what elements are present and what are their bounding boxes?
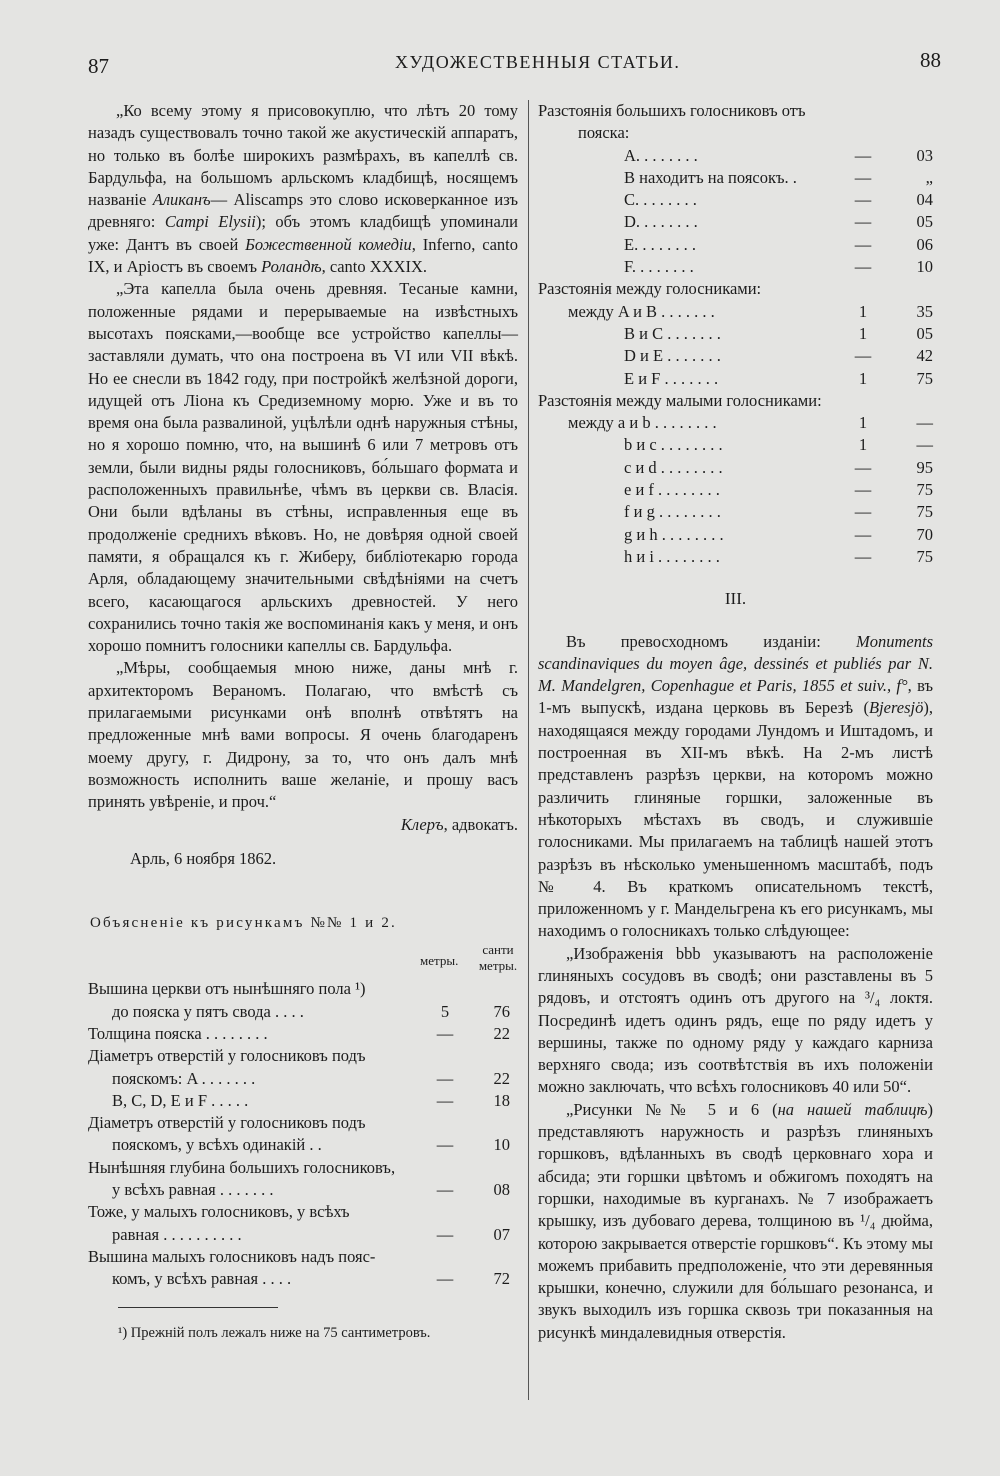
item-label: B и C . . . . . . . (624, 323, 721, 343)
row-label: Діаметръ отверстій у голосниковъ подъ (88, 1113, 366, 1133)
row-value-1 (426, 978, 464, 1000)
item-value-1: — (854, 502, 872, 522)
distances-between-list (538, 301, 933, 390)
item-value-2: 10 (916, 257, 933, 277)
table-title: Объясненіе къ рисункамъ №№ 1 и 2. (90, 915, 397, 932)
row-value-1: — (436, 1135, 454, 1155)
measurements-table (88, 978, 518, 1290)
list-item (538, 501, 933, 523)
row-value-1 (426, 1246, 464, 1268)
row-label: Нынѣшняя глубина большихъ голосниковъ, (88, 1157, 396, 1177)
right-column (538, 100, 933, 1344)
row-value-2 (464, 1246, 518, 1268)
table-row (88, 1068, 518, 1090)
item-value-2: 75 (916, 368, 933, 388)
row-label: Вышина малыхъ голосниковъ надъ пояс- (88, 1246, 376, 1266)
section-number: III. (724, 589, 747, 609)
item-value-2: 75 (916, 480, 933, 500)
right-page-number: 88 (920, 48, 941, 72)
item-value-1: — (854, 546, 872, 566)
row-label: у всѣхъ равная . . . . . . . (112, 1180, 274, 1200)
row-value-1: — (436, 1269, 454, 1289)
item-label: B находитъ на поясокъ. . (624, 167, 797, 187)
item-value-1: — (854, 167, 872, 187)
item-label: A. . . . . . . . (624, 145, 698, 165)
row-value-1: — (436, 1090, 454, 1110)
list-item (538, 167, 933, 189)
row-value-2: 08 (493, 1180, 510, 1200)
row-value-1 (426, 1201, 464, 1223)
row-value-2: 72 (493, 1269, 510, 1289)
list-item (538, 546, 933, 568)
list-item (538, 457, 933, 479)
list-item (538, 524, 933, 546)
table-units (88, 942, 518, 978)
item-value-2: 70 (916, 524, 933, 544)
row-value-2 (464, 1157, 518, 1179)
item-label: b и c . . . . . . . . (624, 435, 723, 455)
place-date: Арль, 6 ноября 1862. (130, 848, 277, 868)
list-item (538, 234, 933, 256)
item-value-1: — (854, 346, 872, 366)
item-value-2: 06 (916, 234, 933, 254)
row-label: Толщина пояска . . . . . . . . (88, 1023, 268, 1043)
item-value-2: 42 (916, 346, 933, 366)
item-value-2: „ (925, 167, 933, 187)
row-value-1: — (436, 1180, 454, 1200)
item-label: C. . . . . . . . (624, 190, 697, 210)
row-value-2: 10 (493, 1135, 510, 1155)
item-value-1: — (854, 524, 872, 544)
item-value-2: 03 (916, 145, 933, 165)
left-column (88, 100, 518, 1344)
column-divider (528, 100, 529, 1400)
section-paragraph-1: Въ превосходномъ изданіи: Monuments scandinaviques du moyen âge, dessinés et publiés par N. M. Mandelgren, Copenhague et Paris, 1855 et suiv., f°, въ 1-мъ выпускѣ, издана церковь въ Березѣ (Bjeresjö), находящаяся между городами Лундомъ и Иштадомъ, и построенная въ XII-мъ вѣкѣ. На 2-мъ листѣ представленъ разрѣзъ церкви, на которомъ можно различить глиняные горшки, заложенные въ нѣкоторыхъ мѣстахъ въ сводъ, и служившіе голосниками. Мы прилагаемъ на таблицѣ нашей этотъ разрѣзъ въ нѣсколько уменьшенномъ масштабѣ, подъ № 4. Въ краткомъ описательномъ текстѣ, приложенномъ у г. Мандельгрена къ его рисункамъ, мы находимъ о голосникахъ только слѣдующее: (538, 631, 933, 941)
item-label: c и d . . . . . . . . (624, 457, 723, 477)
item-value-2: 75 (916, 502, 933, 522)
item-label: e и f . . . . . . . . (624, 480, 720, 500)
row-value-2 (464, 1045, 518, 1067)
item-value-2: 35 (916, 301, 933, 321)
item-label: между a и b . . . . . . . . (568, 413, 717, 433)
row-label: комъ, у всѣхъ равная . . . . (112, 1269, 292, 1289)
letter-paragraph-1: „Ко всему этому я присовокуплю, что лѣтъ 20 тому назадъ существовалъ точно такой же акустическій аппаратъ, но только въ болѣе широкихъ размѣрахъ, въ капеллѣ св. Бардульфа, на большомъ арльскомъ кладбищѣ, носящемъ названіе Аликанъ— Aliscamps это слово исковерканное изъ древняго: Campi Elysii); объ этомъ кладбищѣ упоминали уже: Дантъ въ своей Божественной комедіи, Inferno, canto IX, и Аріостъ въ своемъ Роландѣ, canto XXXIX. (88, 101, 518, 277)
item-value-1: — (854, 212, 872, 232)
table-row (88, 1134, 518, 1156)
footnote: ¹) Прежній полъ лежалъ ниже на 75 сантиметровъ. (118, 1324, 431, 1341)
item-label: между A и B . . . . . . . (568, 301, 715, 321)
distances-large-list (538, 145, 933, 279)
item-value-1: 1 (858, 368, 868, 388)
item-value-1: — (854, 457, 872, 477)
table-row (88, 1090, 518, 1112)
row-value-2 (464, 1112, 518, 1134)
item-value-2: 95 (916, 457, 933, 477)
list-item (538, 412, 933, 434)
item-value-2: 04 (916, 190, 933, 210)
distances-small-list (538, 412, 933, 568)
row-value-2: 76 (493, 1001, 510, 1021)
distances-between-heading: Разстоянія между голосниками: (538, 279, 762, 299)
row-value-1: — (436, 1068, 454, 1088)
item-value-1: — (854, 234, 872, 254)
item-value-1: — (854, 257, 872, 277)
item-value-2: 05 (916, 323, 933, 343)
row-value-2 (464, 1201, 518, 1223)
distances-small-heading: Разстоянія между малыми голосниками: (538, 390, 822, 410)
row-label: Тоже, у малыхъ голосниковъ, у всѣхъ (88, 1202, 350, 1222)
item-label: D и E . . . . . . . (624, 346, 721, 366)
row-value-1: — (436, 1224, 454, 1244)
item-value-1: 1 (858, 323, 868, 343)
row-value-1 (426, 1157, 464, 1179)
table-row (88, 1112, 518, 1134)
list-item (538, 434, 933, 456)
row-label: Вышина церкви отъ нынѣшняго пола ¹) (88, 979, 366, 999)
item-value-2: — (916, 413, 933, 433)
row-label: до пояска у пятъ свода . . . . (112, 1001, 304, 1021)
table-row (88, 1246, 518, 1268)
item-value-1: — (854, 480, 872, 500)
row-value-2: 22 (493, 1023, 510, 1043)
table-row (88, 1179, 518, 1201)
running-title: ХУДОЖЕСТВЕННЫЯ СТАТЬИ. (395, 52, 681, 72)
item-value-1: — (854, 190, 872, 210)
table-row (88, 1001, 518, 1023)
item-value-1: 1 (858, 413, 868, 433)
section-paragraph-3: „Рисунки №№ 5 и 6 (на нашей таблицѣ) представляютъ наружность и разрѣзъ глиняныхъ горшковъ, вдѣланныхъ въ сводѣ церковнаго хора и абсида; эти горшки цвѣтомъ и обжигомъ походятъ на горшки, находимые въ курганахъ. № 7 изображаетъ крышку, изъ дубоваго дерева, толщиною въ ¹/₄ дюйма, которою закрывается отверстіе горшковъ“. Къ этому мы можемъ прибавить предположеніе, что эти деревянныя крышки, конечно, служили для бо́льшаго резонанса, и звукъ выходилъ изъ горшка сквозь три показанныя на рисункѣ миндалевидныя отверстія. (538, 1099, 933, 1342)
list-item (538, 368, 933, 390)
item-value-1: 1 (858, 435, 868, 455)
item-label: F. . . . . . . . (624, 257, 694, 277)
list-item (538, 479, 933, 501)
list-item (538, 323, 933, 345)
row-value-2: 18 (493, 1090, 510, 1110)
item-value-2: 75 (916, 546, 933, 566)
table-row (88, 1045, 518, 1067)
row-value-2: 07 (493, 1224, 510, 1244)
table-row (88, 1023, 518, 1045)
item-label: h и i . . . . . . . . (624, 546, 720, 566)
table-row (88, 1201, 518, 1223)
row-value-2: 22 (493, 1068, 510, 1088)
row-label: Діаметръ отверстій у голосниковъ подъ (88, 1046, 366, 1066)
item-label: f и g . . . . . . . . (624, 502, 721, 522)
table-row (88, 1268, 518, 1290)
row-value-1 (426, 1112, 464, 1134)
letter-paragraph-3: „Мѣры, сообщаемыя мною ниже, даны мнѣ г. архитекторомъ Вераномъ. Полагаю, что вмѣстѣ съ прилагаемыми рисунками онѣ вполнѣ отвѣтятъ на предложенные мнѣ вами вопросы. Я очень благодаренъ моему другу, г. Дидрону, за то, что онъ далъ мнѣ возможность исполнить ваше желаніе, и прошу васъ принять увѣреніе, и проч.“ (88, 658, 518, 812)
list-item (538, 145, 933, 167)
row-label: пояскомъ: A . . . . . . . (112, 1068, 256, 1088)
row-label: равная . . . . . . . . . . (112, 1224, 242, 1244)
item-label: g и h . . . . . . . . (624, 524, 724, 544)
footnote-rule (118, 1307, 278, 1308)
list-item (538, 189, 933, 211)
signature: Клеръ, адвокатъ. (400, 814, 518, 834)
row-value-1: — (436, 1023, 454, 1043)
page-header (0, 44, 1000, 84)
table-row (88, 1157, 518, 1179)
row-value-2 (464, 978, 518, 1000)
letter-paragraph-2: „Эта капелла была очень древняя. Тесаные камни, положенные рядами и перерываемые на извѣстныхъ высотахъ поясками,—вообще все устройство капеллы—заставляли думать, что она построена въ VI или VII вѣкѣ. Но ее снесли въ 1842 году, при постройкѣ желѣзной дороги, идущей отъ Ліона къ Средиземному морю. Уже и въ то время она была развалиной, уцѣлѣли однѣ наружныя стѣны, но я хорошо помню, что, на вышинѣ 6 или 7 метровъ отъ земли, были видны ряды голосниковъ, бо́льшаго формата и расположенныхъ правильнѣе, чѣмъ въ церкви св. Власія. Они были вдѣланы въ стѣны, исправленныя еще въ продолженіе среднихъ вѣковъ. Но, не довѣряя одной своей памяти, я обращался къ г. Жиберу, библіотекарю города Арля, обладающему значительными свѣдѣніями на счетъ всего, касающагося арльскихъ древностей. У него сохранились точно такія же воспоминанія какъ у меня, и онъ хорошо помнитъ голосники капеллы св. Бардульфа. (88, 279, 518, 656)
left-page-number: 87 (88, 54, 109, 78)
table-row (88, 978, 518, 1000)
distances-large-heading-cont: пояска: (578, 123, 630, 143)
row-value-1 (426, 1045, 464, 1067)
list-item (538, 256, 933, 278)
item-value-2: 05 (916, 212, 933, 232)
item-label: E и F . . . . . . . (624, 368, 719, 388)
list-item (538, 211, 933, 233)
row-label: пояскомъ, у всѣхъ одинакій . . (112, 1135, 322, 1155)
row-label: B, C, D, E и F . . . . . (112, 1090, 249, 1110)
list-item (538, 301, 933, 323)
table-row (88, 1224, 518, 1246)
unit-meters: метры. (420, 953, 459, 969)
item-value-2: — (916, 435, 933, 455)
item-label: D. . . . . . . . (624, 212, 698, 232)
item-value-1: 1 (858, 301, 868, 321)
item-label: E. . . . . . . . (624, 234, 696, 254)
item-value-1: — (854, 145, 872, 165)
unit-centimeters: санти метры. (478, 942, 518, 974)
list-item (538, 345, 933, 367)
distances-large-heading: Разстоянія большихъ голосниковъ отъ (538, 101, 806, 120)
row-value-1: 5 (440, 1001, 450, 1021)
section-paragraph-2: „Изображенія bbb указываютъ на расположеніе глиняныхъ сосудовъ въ сводѣ; они разставлены въ 5 рядовъ, и отстоятъ одинъ отъ другого на ³/₄ локтя. Посрединѣ идетъ одинъ рядъ, еще по ряду идетъ у вершины, также по одному ряду у каждаго карниза верхняго свода; изъ соотвѣтствія въ ихъ положеніи можно заключать, что всѣхъ голосниковъ 40 или 50“. (538, 943, 933, 1097)
